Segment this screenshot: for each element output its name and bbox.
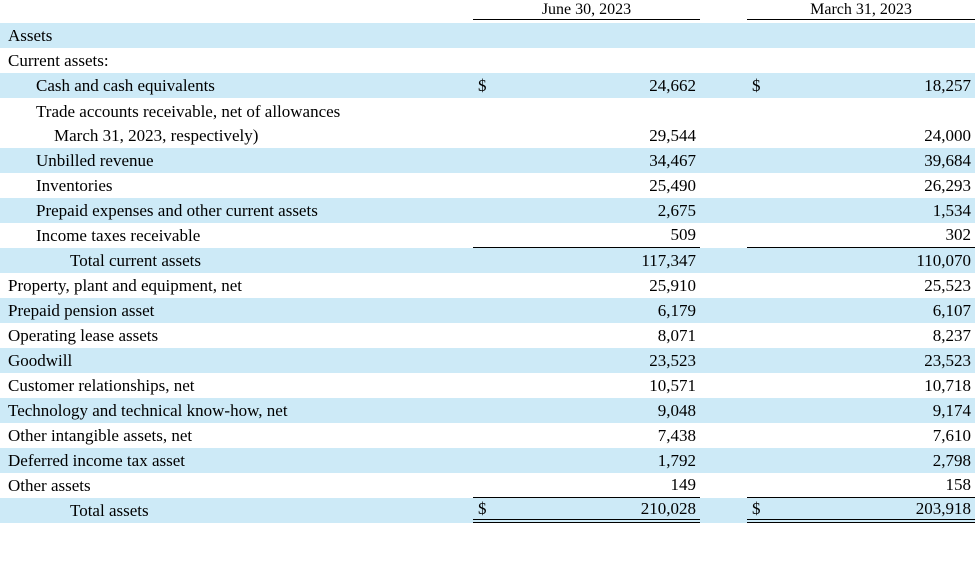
row-label: Property, plant and equipment, net	[8, 276, 243, 295]
amount-cell-march	[747, 323, 975, 348]
amount-value: 10,571	[649, 375, 696, 395]
amount-cell-june	[473, 73, 700, 98]
amount-cell-june	[473, 223, 700, 248]
column-gap	[700, 173, 747, 198]
amount-cell-june	[473, 248, 700, 273]
row-label: Prepaid pension asset	[8, 301, 155, 320]
amount-value: 23,523	[649, 350, 696, 370]
column-gap	[700, 473, 747, 498]
table-row-income-taxes-receivable	[0, 223, 975, 248]
table-row-current-assets-heading	[0, 48, 975, 73]
amount-value: 24,000	[924, 126, 971, 145]
table-row-prepaid-pension-asset	[0, 298, 975, 323]
amount-value: 34,467	[649, 150, 696, 170]
row-label	[0, 98, 473, 148]
row-label-line2: March 31, 2023, respectively)	[54, 126, 259, 145]
amount-cell-june	[473, 398, 700, 423]
column-gap	[700, 223, 747, 248]
column-gap	[700, 198, 747, 223]
amount-cell-june	[473, 23, 700, 48]
row-label: Total assets	[70, 501, 149, 520]
column-gap	[700, 323, 747, 348]
table-row-total-assets	[0, 498, 975, 523]
amount-cell-march	[747, 473, 975, 498]
table-row-other-assets	[0, 473, 975, 498]
amount-value: 149	[670, 475, 696, 494]
table-row-other-intangible-assets	[0, 423, 975, 448]
column-gap	[700, 498, 747, 523]
amount-value: 7,438	[657, 425, 696, 445]
table-header-row	[0, 0, 975, 20]
amount-cell-june	[473, 298, 700, 323]
amount-value: 2,798	[932, 450, 971, 470]
amount-value: 203,918	[915, 498, 971, 518]
amount-value: 25,490	[649, 175, 696, 195]
amount-value: 210,028	[640, 498, 696, 518]
amount-cell-march	[747, 373, 975, 398]
amount-value: 25,523	[924, 275, 971, 295]
table-row-inventories	[0, 173, 975, 198]
row-label: Inventories	[36, 176, 113, 195]
column-gap	[700, 48, 747, 73]
amount-cell-june	[473, 48, 700, 73]
column-gap	[700, 398, 747, 423]
currency-symbol: $	[478, 75, 487, 95]
amount-cell-march	[747, 173, 975, 198]
table-row-property-plant-equipment	[0, 273, 975, 298]
amount-value: 29,544	[649, 126, 696, 145]
row-label: Other intangible assets, net	[8, 426, 193, 445]
amount-value: 302	[945, 225, 971, 244]
amount-value: 26,293	[924, 175, 971, 195]
column-gap	[700, 373, 747, 398]
currency-symbol: $	[752, 498, 761, 518]
table-row-prepaid-expenses	[0, 198, 975, 223]
column-gap	[700, 423, 747, 448]
row-label: Unbilled revenue	[36, 151, 154, 170]
amount-value: 7,610	[932, 425, 971, 445]
amount-value: 23,523	[924, 350, 971, 370]
row-label: Prepaid expenses and other current assets	[36, 201, 318, 220]
row-label: Deferred income tax asset	[8, 451, 185, 470]
amount-cell-march	[747, 98, 975, 148]
amount-cell-june	[473, 448, 700, 473]
amount-cell-june	[473, 173, 700, 198]
amount-value: 509	[670, 225, 696, 244]
amount-cell-june	[473, 498, 700, 523]
row-label: Cash and cash equivalents	[36, 76, 215, 95]
amount-value: 18,257	[924, 75, 971, 95]
table-row-customer-relationships	[0, 373, 975, 398]
header-label-spacer	[0, 0, 473, 20]
currency-symbol: $	[752, 75, 761, 95]
column-header-june-30-2023: June 30, 2023	[473, 0, 700, 20]
amount-cell-june	[473, 198, 700, 223]
amount-cell-march	[747, 48, 975, 73]
amount-value: 9,174	[932, 400, 971, 420]
amount-cell-march	[747, 298, 975, 323]
table-row-operating-lease-assets	[0, 323, 975, 348]
row-label: Other assets	[8, 476, 91, 495]
table-row-goodwill	[0, 348, 975, 373]
column-gap	[700, 348, 747, 373]
amount-cell-june	[473, 348, 700, 373]
amount-value: 117,347	[641, 250, 696, 270]
table-row-cash-and-cash-equivalents	[0, 73, 975, 98]
amount-value: 1,792	[657, 450, 696, 470]
amount-cell-march	[747, 448, 975, 473]
column-gap	[700, 73, 747, 98]
amount-cell-march	[747, 248, 975, 273]
currency-symbol: $	[478, 498, 487, 518]
row-label: Goodwill	[8, 351, 73, 370]
column-gap	[700, 23, 747, 48]
column-gap	[700, 448, 747, 473]
amount-value: 2,675	[657, 200, 696, 220]
row-label: Technology and technical know-how, net	[8, 401, 288, 420]
amount-cell-march	[747, 73, 975, 98]
column-gap	[700, 0, 747, 20]
row-label: Income taxes receivable	[36, 226, 201, 245]
amount-cell-june	[473, 423, 700, 448]
amount-cell-june	[473, 473, 700, 498]
amount-cell-march	[747, 423, 975, 448]
amount-cell-march	[747, 23, 975, 48]
row-label: Customer relationships, net	[8, 376, 195, 395]
table-row-deferred-income-tax-asset	[0, 448, 975, 473]
amount-value: 24,662	[649, 75, 696, 95]
amount-cell-march	[747, 348, 975, 373]
table-row-technology-know-how	[0, 398, 975, 423]
amount-value: 158	[945, 475, 971, 494]
table-row-trade-accounts-receivable	[0, 98, 975, 148]
column-gap	[700, 98, 747, 148]
amount-value: 8,237	[932, 325, 971, 345]
amount-value: 25,910	[649, 275, 696, 295]
column-gap	[700, 148, 747, 173]
column-gap	[700, 248, 747, 273]
amount-cell-june	[473, 98, 700, 148]
amount-cell-june	[473, 273, 700, 298]
table-row-total-current-assets	[0, 248, 975, 273]
column-header-march-31-2023: March 31, 2023	[747, 0, 975, 20]
table-row-assets	[0, 23, 975, 48]
amount-value: 110,070	[916, 250, 971, 270]
amount-value: 10,718	[924, 375, 971, 395]
amount-cell-june	[473, 323, 700, 348]
column-gap	[700, 298, 747, 323]
amount-value: 6,179	[657, 300, 696, 320]
column-gap	[700, 273, 747, 298]
amount-cell-march	[747, 223, 975, 248]
amount-cell-march	[747, 198, 975, 223]
amount-cell-june	[473, 373, 700, 398]
amount-cell-march	[747, 498, 975, 523]
row-label: Current assets:	[8, 51, 109, 70]
table-row-unbilled-revenue	[0, 148, 975, 173]
row-label: Total current assets	[70, 251, 201, 270]
amount-cell-june	[473, 148, 700, 173]
amount-value: 1,534	[932, 200, 971, 220]
amount-value: 39,684	[924, 150, 971, 170]
amount-cell-march	[747, 273, 975, 298]
amount-cell-march	[747, 398, 975, 423]
amount-cell-march	[747, 148, 975, 173]
amount-value: 9,048	[657, 400, 696, 420]
row-label-line1: Trade accounts receivable, net of allowances	[36, 102, 341, 121]
amount-value: 6,107	[932, 300, 971, 320]
row-label: Assets	[8, 26, 53, 45]
row-label: Operating lease assets	[8, 326, 159, 345]
amount-value: 8,071	[657, 325, 696, 345]
